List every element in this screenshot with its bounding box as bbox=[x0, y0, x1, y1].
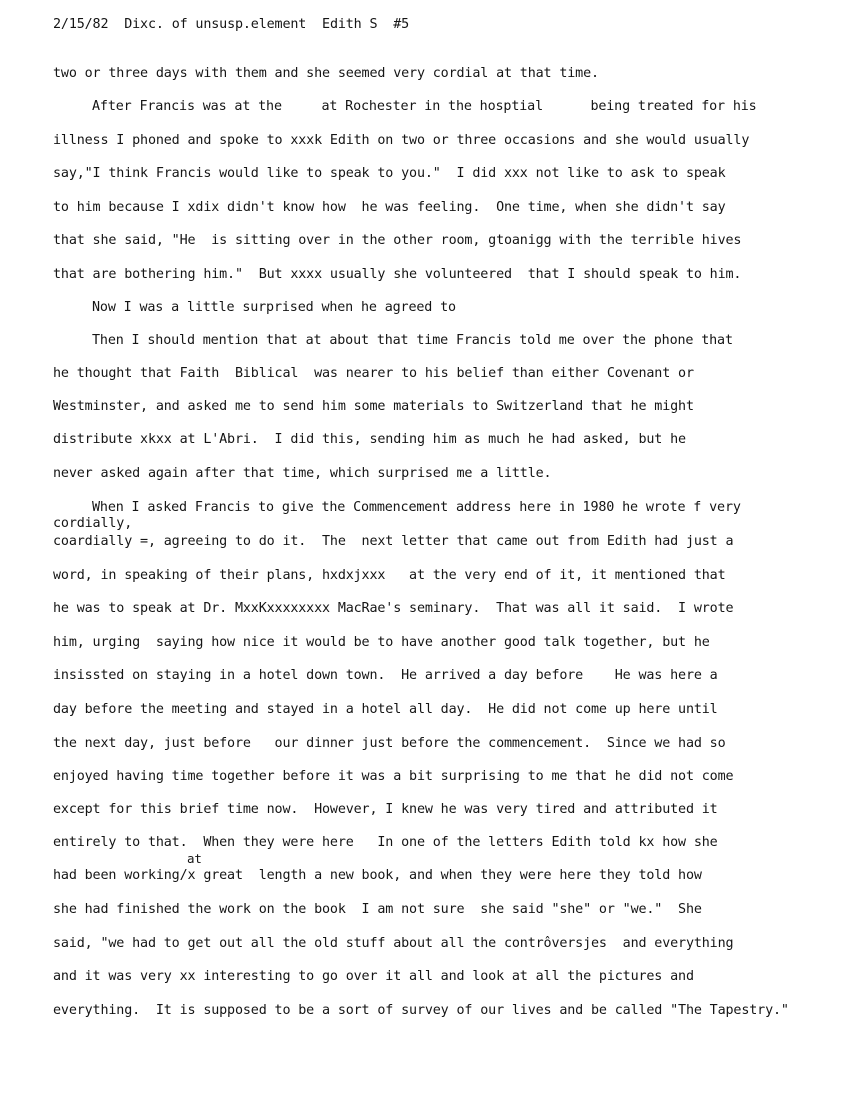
text-line: him, urging saying how nice it would be to have another good talk together, but he bbox=[53, 635, 710, 650]
text-line: Westminster, and asked me to send him some materials to Switzerland that he might bbox=[53, 399, 694, 414]
interlinear-insertion: at bbox=[187, 851, 202, 866]
header-title: Dixc. of unsusp.element bbox=[124, 17, 307, 32]
text-line: he was to speak at Dr. MxxKxxxxxxxx MacRae's seminary. That was all it said. I wrote bbox=[53, 601, 734, 616]
text-line: had been working/x great length a new book, and when they were here they told how bbox=[53, 868, 702, 883]
text-line: Now I was a little surprised when he agreed to bbox=[92, 300, 456, 315]
page-header bbox=[53, 17, 409, 33]
text-line: day before the meeting and stayed in a hotel all day. He did not come up here until bbox=[53, 702, 718, 717]
text-line: except for this brief time now. However, I knew he was very tired and attributed it bbox=[53, 802, 718, 817]
header-number: #5 bbox=[393, 17, 410, 32]
text-line: Then I should mention that at about that time Francis told me over the phone that bbox=[92, 333, 733, 348]
text-line: two or three days with them and she seemed very cordial at that time. bbox=[53, 66, 599, 81]
text-line: the next day, just before our dinner just before the commencement. Since we had so bbox=[53, 736, 726, 751]
text-line: coardially =, agreeing to do it. The next letter that came out from Edith had just a bbox=[53, 534, 734, 549]
text-line: that are bothering him." But xxxx usually she volunteered that I should speak to him. bbox=[53, 267, 742, 282]
text-line: he thought that Faith Biblical was nearer to his belief than either Covenant or bbox=[53, 366, 694, 381]
text-line: enjoyed having time together before it was a bit surprising to me that he did not come bbox=[53, 769, 734, 784]
header-date: 2/15/82 bbox=[53, 17, 109, 32]
text-line: that she said, "He is sitting over in the other room, gtoanigg with the terrible hives bbox=[53, 233, 742, 248]
text-line: entirely to that. When they were here In one of the letters Edith told kx how she bbox=[53, 835, 718, 850]
text-line: distribute xkxx at L'Abri. I did this, sending him as much he had asked, but he bbox=[53, 432, 686, 447]
text-line: everything. It is supposed to be a sort of survey of our lives and be called "The Tapestry." bbox=[53, 1003, 789, 1018]
text-line: said, "we had to get out all the old stuff about all the contrôversjes and everything bbox=[53, 936, 734, 951]
text-line: never asked again after that time, which surprised me a little. bbox=[53, 466, 552, 481]
header-name: Edith S bbox=[322, 17, 378, 32]
text-line: illness I phoned and spoke to xxxk Edith on two or three occasions and she would usually bbox=[53, 133, 750, 148]
text-line: she had finished the work on the book I am not sure she said "she" or "we." She bbox=[53, 902, 702, 917]
text-line: insissted on staying in a hotel down town. He arrived a day before He was here a bbox=[53, 668, 718, 683]
text-line: After Francis was at the at Rochester in the hosptial being treated for his bbox=[92, 99, 757, 114]
text-line: cordially, bbox=[53, 516, 133, 531]
text-line: and it was very xx interesting to go over it all and look at all the pictures and bbox=[53, 969, 694, 984]
text-line: say,"I think Francis would like to speak to you." I did xxx not like to ask to speak bbox=[53, 166, 726, 181]
text-line: word, in speaking of their plans, hxdxjxxx at the very end of it, it mentioned that bbox=[53, 568, 726, 583]
text-line: When I asked Francis to give the Commencement address here in 1980 he wrote f very bbox=[92, 500, 741, 515]
text-line: to him because I xdix didn't know how he was feeling. One time, when she didn't say bbox=[53, 200, 726, 215]
